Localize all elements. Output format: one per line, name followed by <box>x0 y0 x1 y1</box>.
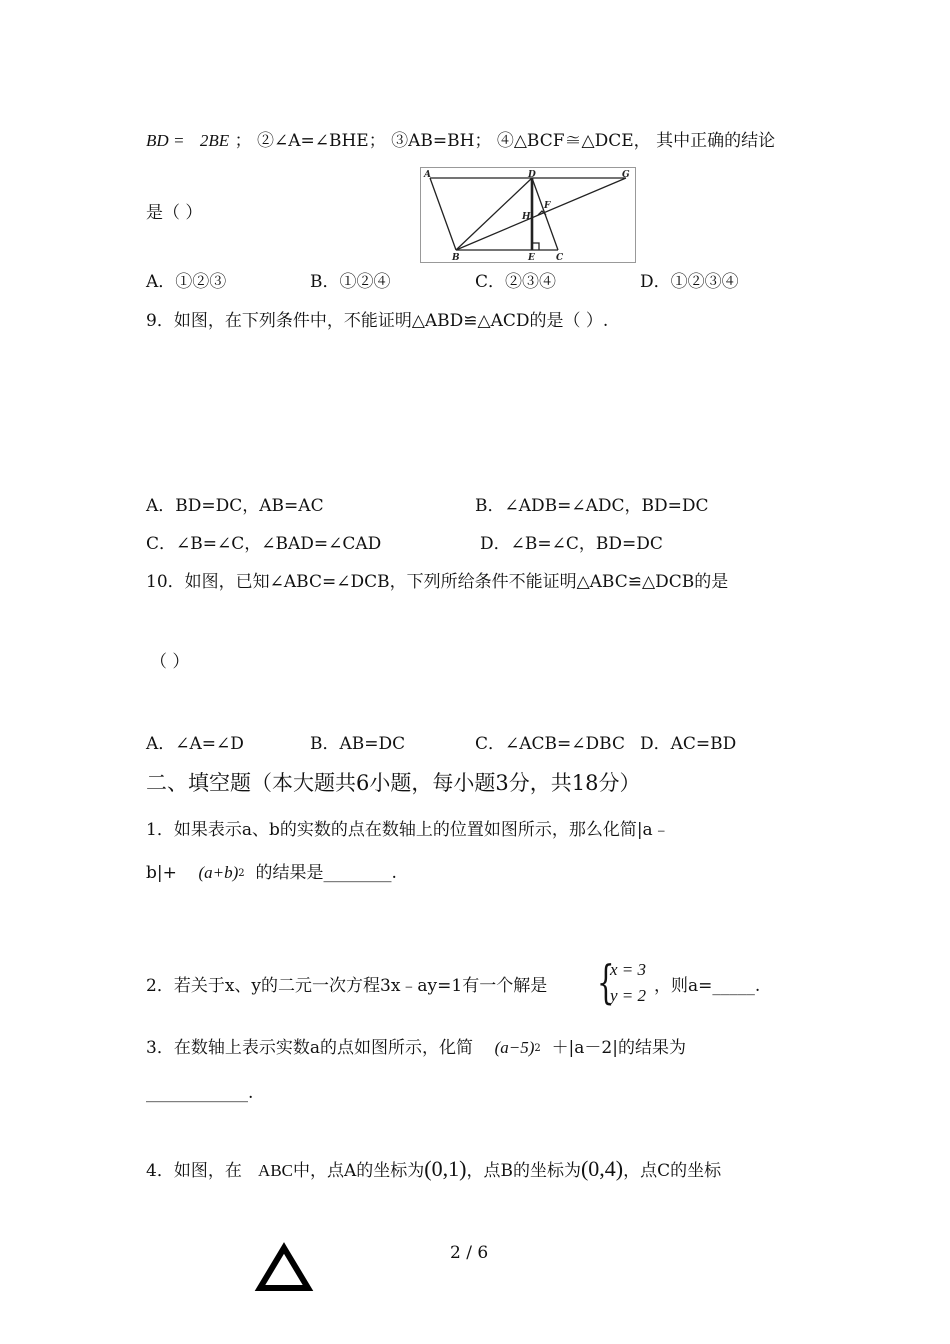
f1-line2-end: 的结果是________. <box>255 863 397 883</box>
f1-math-exp: 2 <box>238 868 245 879</box>
q8-math-eq: = <box>174 131 184 150</box>
f3-line1-start: 3．在数轴上表示实数a的点如图所示，化简 <box>146 1038 473 1058</box>
q8-math-bd: BD <box>146 131 169 150</box>
f2-eq2: y = 2 <box>610 986 647 1005</box>
f3-line2: ____________. <box>146 1083 254 1103</box>
q8-line1-rest: ； ②∠A=∠BHE； ③AB=BH； ④△BCF≅△DCE， 其中正确的结论 <box>234 131 776 151</box>
q8-label-c: C <box>556 253 564 263</box>
page-number: 2 / 6 <box>450 1243 489 1263</box>
f4-part3: ，点B的坐标为 <box>466 1161 581 1181</box>
q8-option-a: A．①②③ <box>146 272 227 292</box>
q10-option-a: A．∠A=∠D <box>146 734 244 754</box>
q9-stem: 9．如图，在下列条件中，不能证明△ABD≌△ACD的是（ ）. <box>146 311 609 331</box>
q10-option-b: B．AB=DC <box>310 734 406 754</box>
q9-option-c: C．∠B=∠C，∠BAD=∠CAD <box>146 534 382 554</box>
q8-label-b: B <box>452 253 460 263</box>
q8-math-be: 2BE <box>199 131 230 150</box>
q8-option-c: C．②③④ <box>475 272 557 292</box>
section-title: 二、填空题（本大题共6小题，每小题3分，共18分） <box>146 771 641 795</box>
f4-part2: 中，点A的坐标为 <box>293 1161 425 1181</box>
f1-line1: 1．如果表示a、b的实数的点在数轴上的位置如图所示，那么化简|a﹣ <box>146 820 670 840</box>
q8-label-a: A <box>424 170 431 180</box>
f3-line1 <box>146 1037 686 1060</box>
f4-coord-a: (0,1) <box>424 1156 467 1181</box>
q8-label-g: G <box>622 170 630 180</box>
q9-option-d: D．∠B=∠C，BD=DC <box>480 534 663 554</box>
q8-figure <box>420 167 636 263</box>
f2-brace-icon: { <box>597 955 615 1009</box>
f1-line2 <box>146 862 397 885</box>
q8-label-f: F <box>544 201 551 211</box>
f4-part4: ，点C的坐标 <box>623 1161 722 1181</box>
f4-tri-name: ABC <box>258 1161 294 1180</box>
f4-line <box>146 1158 721 1182</box>
q8-option-d: D．①②③④ <box>640 272 739 292</box>
q8-label-h: H <box>522 212 531 222</box>
q8-label-e: E <box>528 253 535 263</box>
f3-line1-end: ＋|a－2|的结果为 <box>551 1038 686 1058</box>
f2-tail: ，则a=_____. <box>654 976 761 996</box>
q10-paren: （ ） <box>150 652 190 672</box>
f3-math-exp: 2 <box>534 1043 541 1054</box>
q10-option-c: C．∠ACB=∠DBC <box>475 734 625 754</box>
q10-option-d: D．AC=BD <box>640 734 737 754</box>
f4-part1: 4．如图，在 <box>146 1161 242 1181</box>
f1-line2-start: b|+ <box>146 863 177 883</box>
q8-label-d: D <box>528 170 536 180</box>
q10-stem: 10．如图，已知∠ABC=∠DCB，下列所给条件不能证明△ABC≌△DCB的是 <box>146 572 729 592</box>
f2-eq1: x = 3 <box>610 960 647 979</box>
f2-stem: 2．若关于x、y的二元一次方程3x﹣ay=1有一个解是 <box>146 976 548 996</box>
f1-math: (a+b) <box>198 863 239 882</box>
q9-option-a: A．BD=DC，AB=AC <box>146 496 324 516</box>
triangle-icon <box>256 1244 312 1292</box>
q8-line1 <box>146 130 775 152</box>
f4-coord-b: (0,4) <box>580 1156 624 1181</box>
q8-line2: 是（ ） <box>146 203 203 223</box>
q9-option-b: B．∠ADB=∠ADC，BD=DC <box>475 496 709 516</box>
q8-option-b: B．①②④ <box>310 272 391 292</box>
f3-math: (a−5) <box>494 1038 535 1057</box>
